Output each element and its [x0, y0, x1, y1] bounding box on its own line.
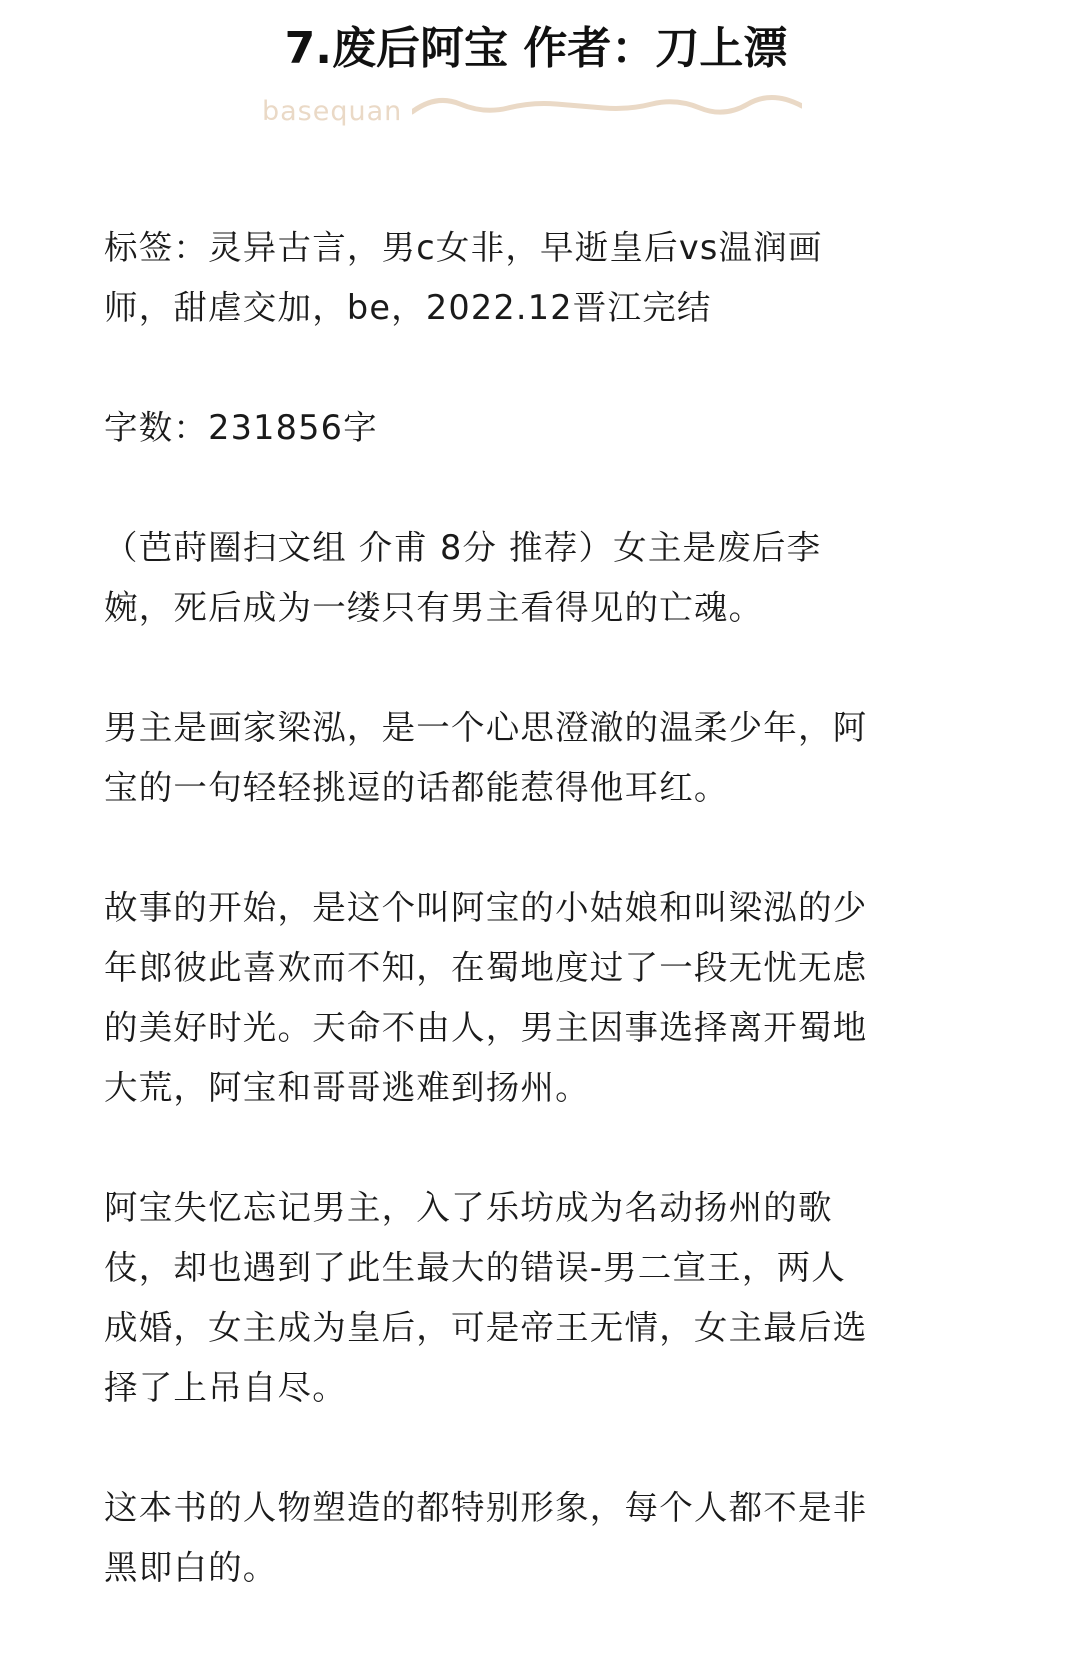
paragraph-line: 阿宝失忆忘记男主，入了乐坊成为名动扬州的歌	[104, 1188, 833, 1227]
paragraph-line: 宝的一句轻轻挑逗的话都能惹得他耳红。	[104, 768, 729, 807]
title-divider	[262, 92, 802, 132]
paragraph-line: 年郎彼此喜欢而不知，在蜀地度过了一段无忧无虑	[104, 948, 868, 987]
article-body	[104, 218, 970, 1658]
paragraph-line: 成婚，女主成为皇后，可是帝王无情，女主最后选	[104, 1308, 868, 1347]
paragraph-tags	[104, 218, 970, 338]
paragraph-line: 字数：231856字	[104, 408, 378, 447]
paragraph-characters	[104, 1478, 970, 1598]
paragraph-line: 伎，却也遇到了此生最大的错误-男二宣王，两人	[104, 1248, 846, 1287]
watermark-text: basequan	[262, 96, 403, 127]
paragraph-word-count	[104, 398, 970, 458]
paragraph-line: 的美好时光。天命不由人，男主因事选择离开蜀地	[104, 1008, 868, 1047]
paragraph-male-lead	[104, 698, 970, 818]
paragraph-recommendation	[104, 518, 970, 638]
paragraph-line: 男主是画家梁泓，是一个心思澄澈的温柔少年，阿	[104, 708, 868, 747]
wave-decoration-icon	[412, 92, 802, 132]
paragraph-line: 大荒，阿宝和哥哥逃难到扬州。	[104, 1068, 590, 1107]
page-title: 7.废后阿宝 作者：刀上漂	[284, 23, 788, 74]
paragraph-story-start	[104, 878, 970, 1118]
paragraph-line: 黑即白的。	[104, 1548, 278, 1587]
paragraph-line: 故事的开始，是这个叫阿宝的小姑娘和叫梁泓的少	[104, 888, 868, 927]
paragraph-line: 婉，死后成为一缕只有男主看得见的亡魂。	[104, 588, 764, 627]
paragraph-line: 择了上吊自尽。	[104, 1368, 347, 1407]
paragraph-line: 这本书的人物塑造的都特别形象，每个人都不是非	[104, 1488, 868, 1527]
paragraph-line: （芭莳圈扫文组 介甫 8分 推荐）女主是废后李	[104, 528, 822, 567]
paragraph-amnesia	[104, 1178, 970, 1418]
paragraph-line: 标签：灵异古言，男c女非，早逝皇后vs温润画	[104, 228, 823, 267]
paragraph-line: 师，甜虐交加，be，2022.12晋江完结	[104, 288, 712, 327]
